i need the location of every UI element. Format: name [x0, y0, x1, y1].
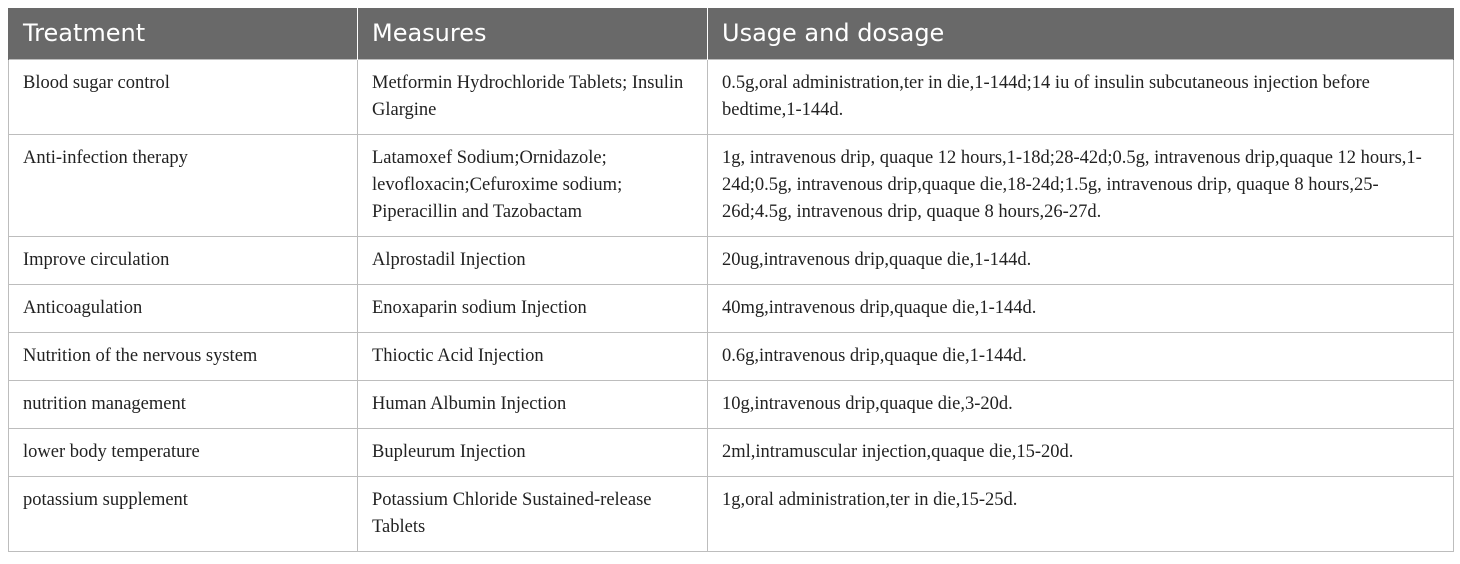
cell-measures: Bupleurum Injection: [358, 428, 708, 476]
header-measures: Measures: [358, 8, 708, 59]
cell-measures: Enoxaparin sodium Injection: [358, 284, 708, 332]
cell-usage: 0.5g,oral administration,ter in die,1-144d;14 iu of insulin subcutaneous injection before bedtime,1-144d.: [708, 59, 1454, 134]
cell-measures: Human Albumin Injection: [358, 380, 708, 428]
cell-treatment: potassium supplement: [9, 476, 358, 551]
cell-usage: 0.6g,intravenous drip,quaque die,1-144d.: [708, 332, 1454, 380]
header-usage-dosage: Usage and dosage: [708, 8, 1454, 59]
cell-measures: Metformin Hydrochloride Tablets; Insulin Glargine: [358, 59, 708, 134]
cell-measures: Thioctic Acid Injection: [358, 332, 708, 380]
table-row: [9, 284, 1454, 332]
cell-treatment: nutrition management: [9, 380, 358, 428]
cell-measures: Latamoxef Sodium;Ornidazole; levofloxacin;Cefuroxime sodium; Piperacillin and Tazobactam: [358, 134, 708, 236]
table-row: [9, 476, 1454, 551]
cell-treatment: Anti-infection therapy: [9, 134, 358, 236]
cell-usage: 10g,intravenous drip,quaque die,3-20d.: [708, 380, 1454, 428]
cell-treatment: Improve circulation: [9, 236, 358, 284]
table-row: [9, 428, 1454, 476]
cell-usage: 40mg,intravenous drip,quaque die,1-144d.: [708, 284, 1454, 332]
cell-treatment: Anticoagulation: [9, 284, 358, 332]
table-row: [9, 134, 1454, 236]
table-row: [9, 332, 1454, 380]
table-body: [9, 59, 1454, 551]
cell-usage: 20ug,intravenous drip,quaque die,1-144d.: [708, 236, 1454, 284]
table-row: [9, 236, 1454, 284]
cell-measures: Alprostadil Injection: [358, 236, 708, 284]
treatment-table-container: [8, 8, 1453, 552]
header-row: [9, 8, 1454, 59]
header-treatment: Treatment: [9, 8, 358, 59]
cell-usage: 2ml,intramuscular injection,quaque die,15-20d.: [708, 428, 1454, 476]
cell-treatment: Nutrition of the nervous system: [9, 332, 358, 380]
cell-usage: 1g,oral administration,ter in die,15-25d.: [708, 476, 1454, 551]
cell-treatment: Blood sugar control: [9, 59, 358, 134]
table-row: [9, 59, 1454, 134]
table-header: [9, 8, 1454, 59]
table-row: [9, 380, 1454, 428]
cell-usage: 1g, intravenous drip, quaque 12 hours,1-18d;28-42d;0.5g, intravenous drip,quaque 12 hours,1-24d;0.5g, intravenous drip,quaque die,18-24d;1.5g, intravenous drip, quaque 8 hours,25-26d;4.5g, intravenous drip, quaque 8 hours,26-27d.: [708, 134, 1454, 236]
cell-treatment: lower body temperature: [9, 428, 358, 476]
cell-measures: Potassium Chloride Sustained-release Tablets: [358, 476, 708, 551]
treatment-table: [8, 8, 1454, 552]
